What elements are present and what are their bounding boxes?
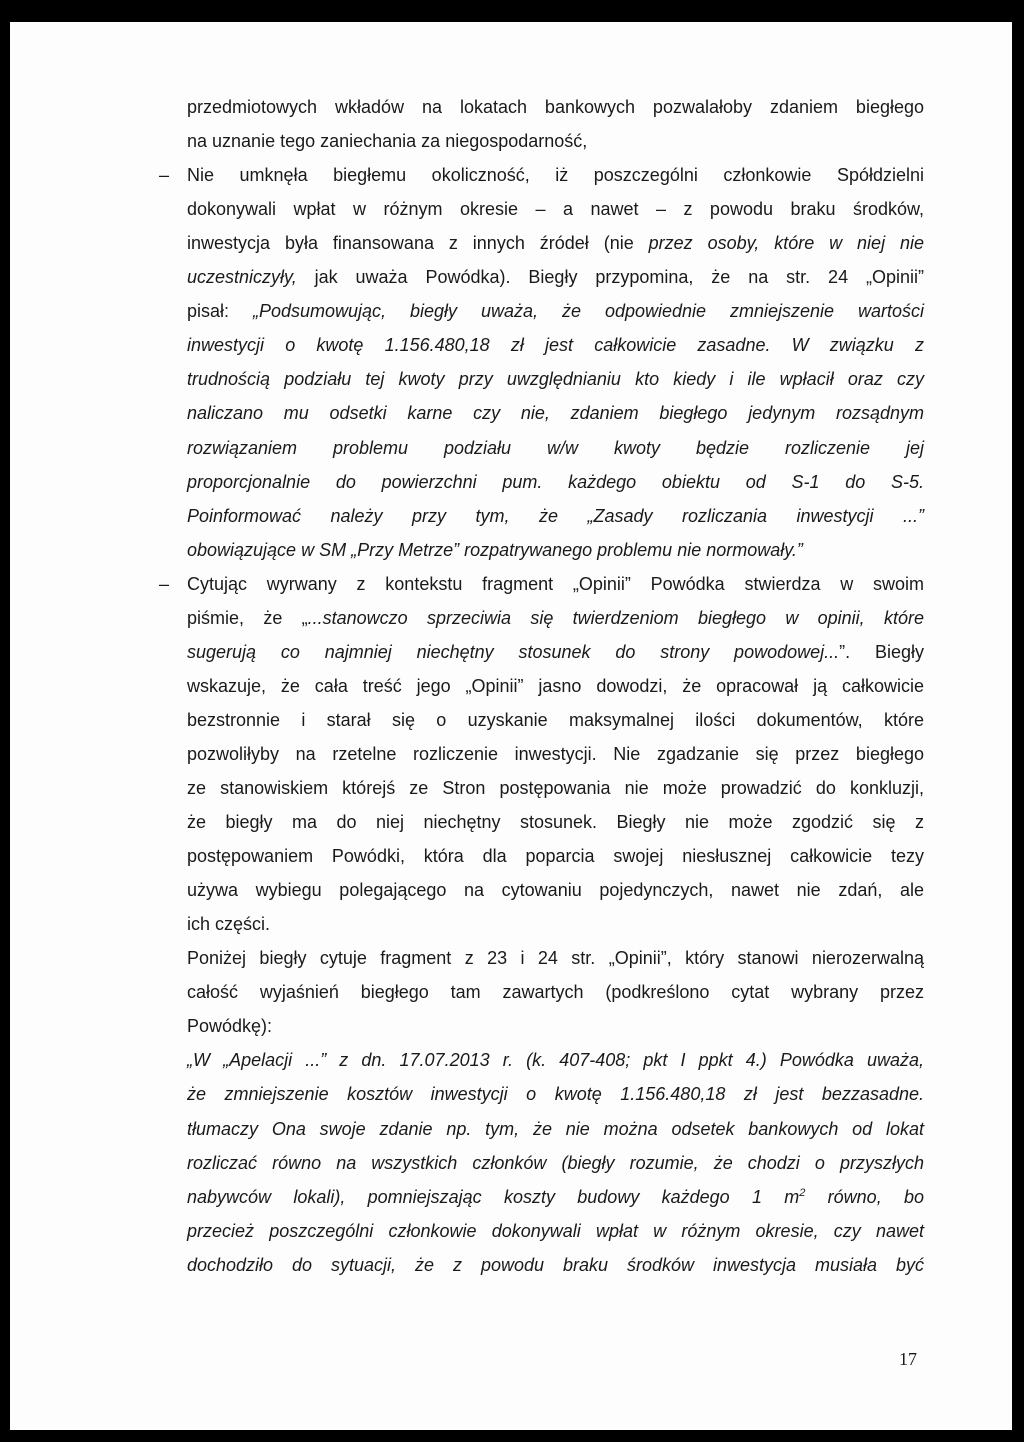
text-line	[187, 164, 924, 186]
text-line	[187, 130, 924, 152]
text-segment: Nie umknęła biegłemu okoliczność, iż poszczególni członkowie Spółdzielni	[187, 165, 924, 185]
text-segment: ze stanowiskiem którejś ze Stron postępowania nie może prowadzić do konkluzji,	[187, 778, 924, 798]
text-segment: uczestniczyły,	[187, 267, 297, 287]
text-segment: ich części.	[187, 914, 271, 934]
text-line	[187, 198, 924, 220]
text-segment: inwestycja była finansowana z innych źródeł (nie	[187, 233, 649, 253]
text-segment: używa wybiegu polegającego na cytowaniu pojedynczych, nawet nie zdań, ale	[187, 880, 924, 900]
text-line	[187, 96, 924, 118]
text-segment: proporcjonalnie do powierzchni pum. każdego obiektu od S-1 do S-5.	[187, 472, 924, 492]
text-segment: sugerują co najmniej niechętny stosunek do strony powodowej...	[187, 642, 840, 662]
text-segment: dokonywali wpłat w różnym okresie – a nawet – z powodu braku środków,	[187, 199, 924, 219]
text-segment: na uznanie tego zaniechania za niegospodarność,	[187, 131, 588, 151]
text-line	[187, 675, 924, 697]
text-segment: że zmniejszenie kosztów inwestycji o kwotę 1.156.480,18 zł jest bezzasadne.	[187, 1084, 924, 1104]
text-line	[187, 879, 924, 901]
text-line	[187, 1015, 924, 1037]
text-segment: „W „Apelacji ...” z dn. 17.07.2013 r. (k. 407-408; pkt I ppkt 4.) Powódka uważa,	[187, 1050, 924, 1070]
text-segment: piśmie, że „	[187, 608, 308, 628]
text-segment: obowiązujące w SM „Przy Metrze” rozpatrywanego problemu nie normowały.”	[187, 540, 803, 560]
text-segment: równo, bo	[805, 1187, 924, 1207]
text-segment: naliczano mu odsetki karne czy nie, zdaniem biegłego jedynym rozsądnym	[187, 403, 924, 423]
text-segment: „Podsumowując, biegły uważa, że odpowiednie zmniejszenie wartości	[252, 301, 924, 321]
text-segment: bezstronnie i starał się o uzyskanie maksymalnej ilości dokumentów, które	[187, 710, 924, 730]
text-line	[187, 1049, 924, 1071]
text-line	[187, 981, 924, 1003]
text-segment: nabywców lokali), pomniejszając koszty budowy każdego 1 m	[187, 1187, 800, 1207]
text-line	[187, 709, 924, 731]
text-segment: pozwoliłyby na rzetelne rozliczenie inwestycji. Nie zgadzanie się przez biegłego	[187, 744, 924, 764]
text-segment: przecież poszczególni członkowie dokonywali wpłat w różnym okresie, czy nawet	[187, 1221, 924, 1241]
text-segment: dochodziło do sytuacji, że z powodu braku środków inwestycja musiała być	[187, 1255, 924, 1275]
text-line	[187, 777, 924, 799]
list-dash: –	[159, 574, 170, 594]
text-line	[187, 300, 924, 322]
text-line	[187, 607, 924, 629]
text-line	[187, 947, 924, 969]
text-line	[187, 539, 924, 561]
text-segment: trudnością podziału tej kwoty przy uwzględnianiu kto kiedy i ile wpłacił oraz czy	[187, 369, 924, 389]
text-line	[187, 743, 924, 765]
text-line	[187, 811, 924, 833]
text-line	[187, 913, 924, 935]
text-segment: że biegły ma do niej niechętny stosunek. Biegły nie może zgodzić się z	[187, 812, 924, 832]
text-line	[187, 505, 924, 527]
text-line	[187, 334, 924, 356]
text-segment: pisał:	[187, 301, 253, 321]
text-line	[187, 1118, 924, 1140]
text-line	[187, 1220, 924, 1242]
text-segment: Powódkę):	[187, 1016, 273, 1036]
text-segment: przedmiotowych wkładów na lokatach bankowych pozwalałoby zdaniem biegłego	[187, 97, 924, 117]
text-segment: wskazuje, że cała treść jego „Opinii” jasno dowodzi, że opracował ją całkowicie	[187, 676, 924, 696]
text-line	[187, 1152, 924, 1174]
text-line	[187, 232, 924, 254]
text-segment: Cytując wyrwany z kontekstu fragment „Opinii” Powódka stwierdza w swoim	[187, 574, 924, 594]
text-segment: postępowaniem Powódki, która dla poparcia swojej niesłusznej całkowicie tezy	[187, 846, 924, 866]
text-segment: przez osoby, które w niej nie	[648, 233, 925, 253]
text-line	[187, 402, 924, 424]
text-line	[187, 437, 924, 459]
text-segment: tłumaczy Ona swoje zdanie np. tym, że nie można odsetek bankowych od lokat	[187, 1119, 924, 1139]
list-dash: –	[159, 165, 170, 185]
text-segment: ...stanowczo sprzeciwia się twierdzeniom biegłego w opinii, które	[307, 608, 925, 628]
text-segment: rozwiązaniem problemu podziału w/w kwoty będzie rozliczenie jej	[187, 438, 924, 458]
text-segment: inwestycji o kwotę 1.156.480,18 zł jest całkowicie zasadne. W związku z	[187, 335, 924, 355]
text-line	[187, 1186, 924, 1208]
text-line	[187, 641, 924, 663]
scan-border-bottom	[0, 1430, 1024, 1442]
text-segment: całość wyjaśnień biegłego tam zawartych (podkreślono cytat wybrany przez	[187, 982, 924, 1002]
scan-border-right	[1012, 0, 1024, 1442]
text-segment: jak uważa Powódka). Biegły przypomina, że na str. 24 „Opinii”	[296, 267, 924, 287]
text-line	[187, 368, 924, 390]
superscript: 2	[799, 1187, 806, 1199]
text-segment: Poinformować należy przy tym, że „Zasady rozliczania inwestycji ...”	[187, 506, 924, 526]
text-line	[187, 266, 924, 288]
text-segment: rozliczać równo na wszystkich członków (biegły rozumie, że chodzi o przyszłych	[187, 1153, 924, 1173]
text-line	[187, 573, 924, 595]
text-line	[187, 1254, 924, 1276]
text-line	[187, 1083, 924, 1105]
text-segment: Poniżej biegły cytuje fragment z 23 i 24 str. „Opinii”, który stanowi nierozerwalną	[187, 948, 924, 968]
text-line	[187, 845, 924, 867]
page-number: 17	[899, 1349, 917, 1369]
text-line	[187, 471, 924, 493]
text-segment: ”. Biegły	[839, 642, 924, 662]
